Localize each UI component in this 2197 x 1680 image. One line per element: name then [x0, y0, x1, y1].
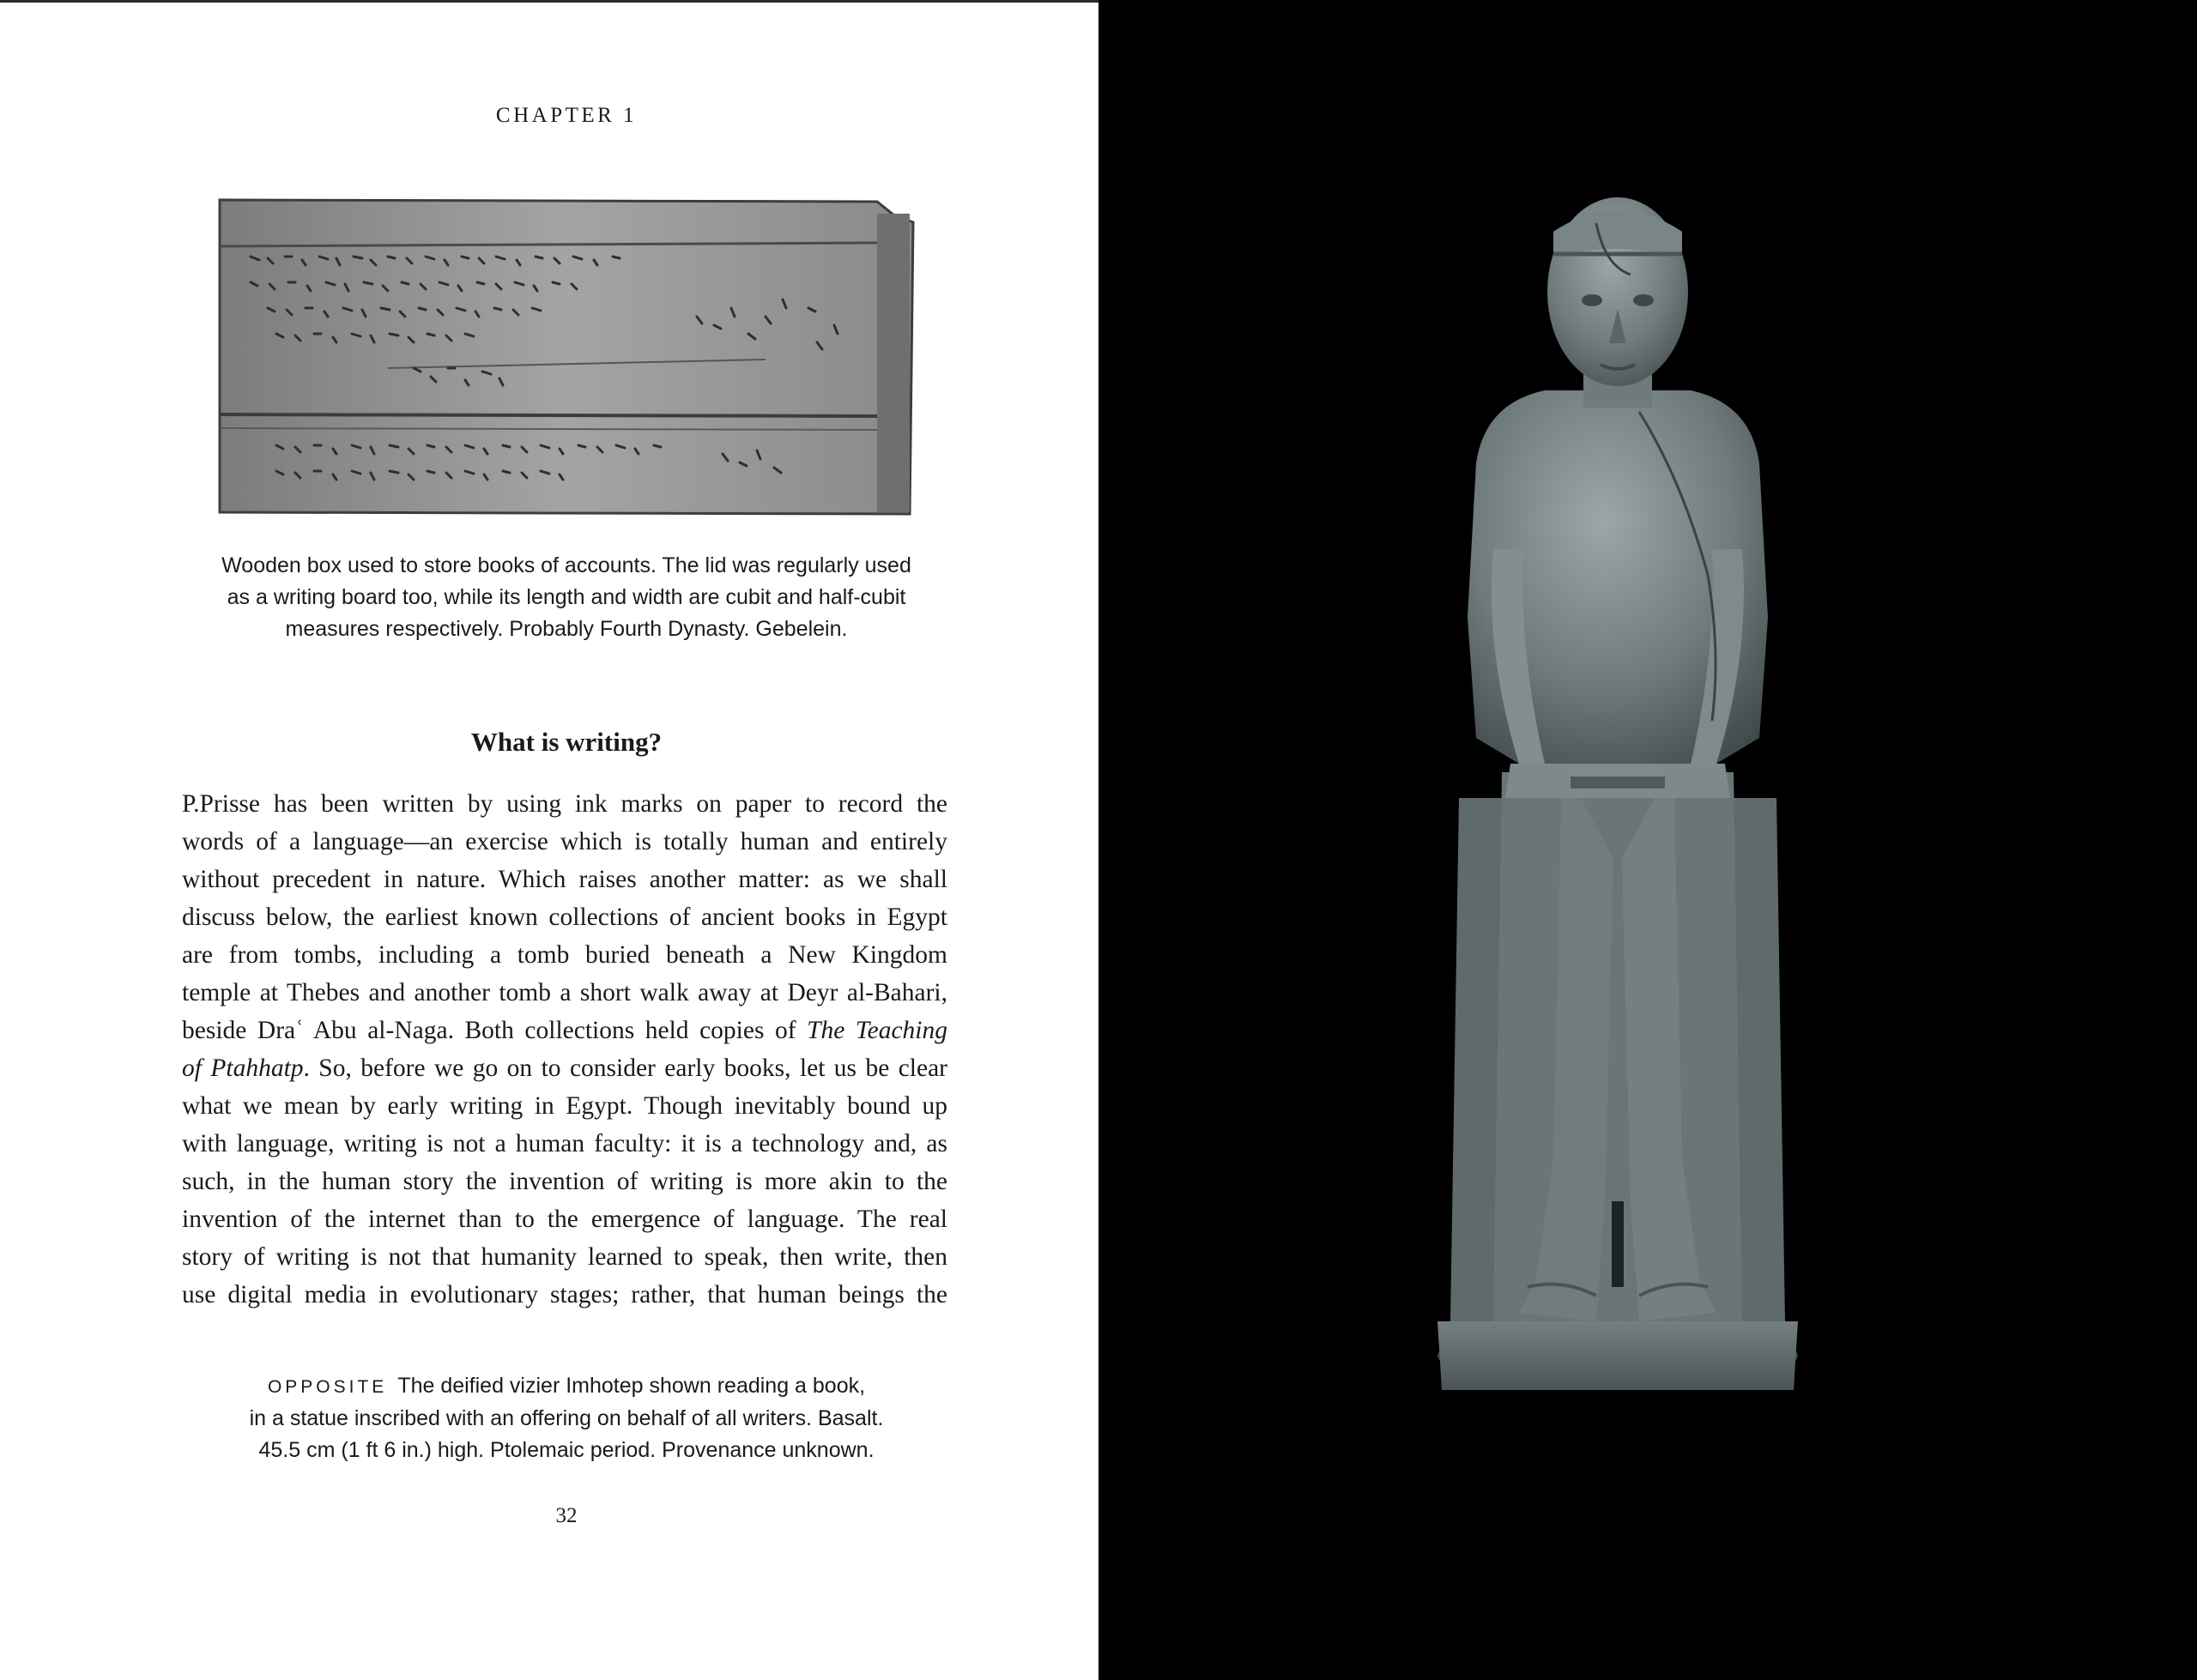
body-line: are from tombs, including a tomb buried beneath a New Kingdom	[182, 941, 947, 969]
body-line: invention of the internet than to the emergence of language. The real	[182, 1206, 947, 1233]
caption-line: measures respectively. Probably Fourth Dynasty. Gebelein.	[285, 617, 848, 641]
page-number: 32	[555, 1504, 578, 1527]
opposite-label: OPPOSITE	[267, 1377, 388, 1397]
caption-line: as a writing board too, while its length and width are cubit and half-cubit	[227, 585, 906, 609]
body-line: use digital media in evolutionary stages; rather, that human beings the	[182, 1281, 947, 1308]
caption-line	[172, 1370, 961, 1403]
section-heading: What is writing?	[470, 727, 663, 757]
book-title-italic: The Teaching	[807, 1017, 947, 1044]
body-line: with language, writing is not a human faculty: it is a technology and, as	[182, 1130, 947, 1157]
body-line	[182, 1049, 947, 1087]
body-line: such, in the human story the invention of writing is more akin to the	[182, 1168, 947, 1195]
body-text-run: beside Draʿ Abu al-Naga. Both collections held copies of	[182, 1017, 808, 1044]
caption-line: 45.5 cm (1 ft 6 in.) high. Ptolemaic period. Provenance unknown.	[258, 1438, 875, 1462]
body-line: P.Prisse has been written by using ink marks on paper to record the	[182, 790, 947, 818]
body-line: without precedent in nature. Which raises another matter: as we shall	[182, 866, 947, 893]
body-line: discuss below, the earliest known collections of ancient books in Egypt	[182, 903, 947, 931]
running-head: CHAPTER 1	[495, 104, 638, 127]
caption-line: Wooden box used to store books of accounts. The lid was regularly used	[221, 553, 911, 577]
left-page	[0, 0, 1098, 1680]
book-title-italic: of Ptahhatp	[182, 1055, 304, 1082]
caption-text: The deified vizier Imhotep shown reading a book,	[397, 1374, 866, 1398]
body-line: what we mean by early writing in Egypt. Though inevitably bound up	[182, 1092, 947, 1120]
box-figure-caption	[172, 550, 961, 645]
wooden-box-photo	[216, 196, 917, 517]
body-line	[182, 1012, 947, 1049]
caption-line: in a statue inscribed with an offering on behalf of all writers. Basalt.	[249, 1406, 884, 1430]
opposite-caption	[172, 1370, 961, 1466]
body-line: story of writing is not that humanity learned to speak, then write, then	[182, 1243, 947, 1271]
imhotep-statue-photo	[1425, 172, 1811, 1424]
body-text-run: . So, before we go on to consider early books, let us be clear	[303, 1055, 947, 1082]
body-paragraph	[182, 785, 947, 1314]
body-line: words of a language—an exercise which is totally human and entirely	[182, 828, 947, 855]
body-line: temple at Thebes and another tomb a short walk away at Deyr al-Bahari,	[182, 979, 947, 1006]
